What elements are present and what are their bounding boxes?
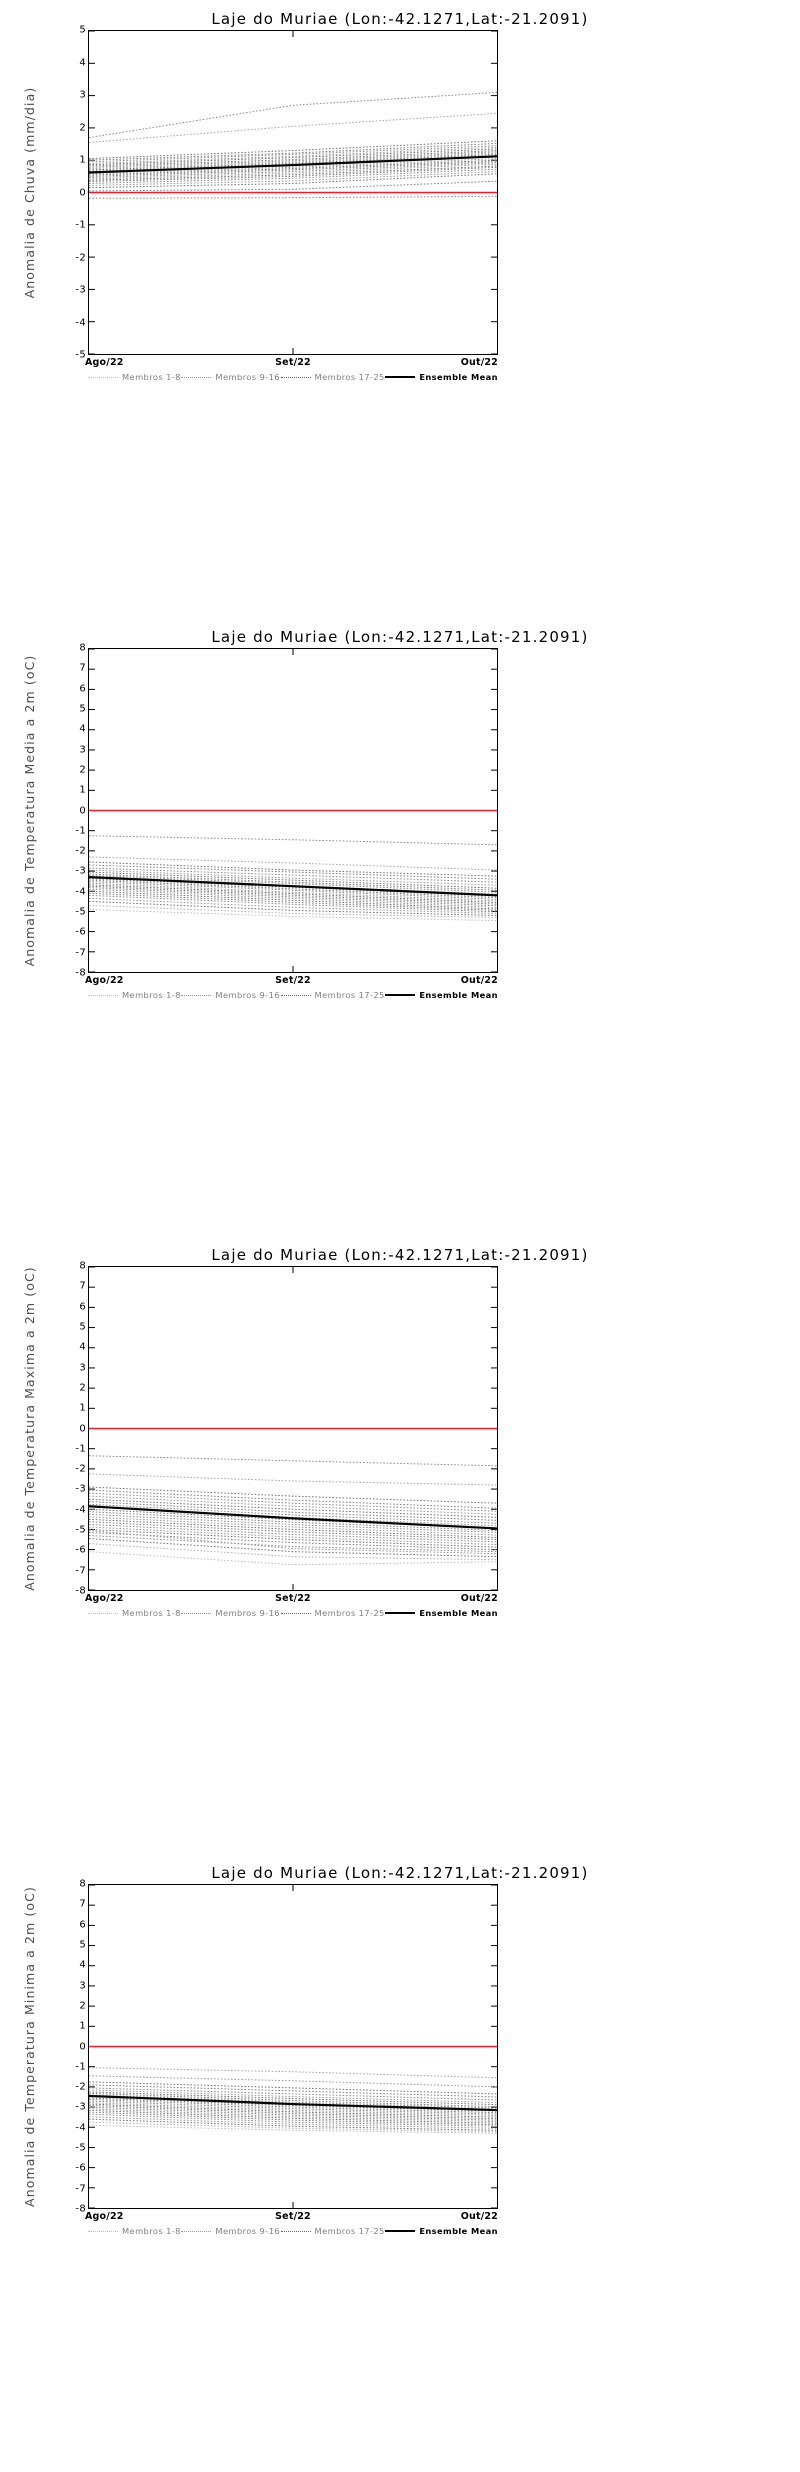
x-tick-label: Set/22 <box>275 2211 311 2222</box>
series-line <box>89 92 497 137</box>
legend-swatch-icon <box>385 994 415 996</box>
y-tick-label: -6 <box>75 2162 86 2174</box>
legend-swatch-icon <box>88 377 118 378</box>
y-tick-label: 1 <box>79 2020 86 2032</box>
y-tick-label: 5 <box>79 24 86 36</box>
y-tick-label: -8 <box>75 2203 86 2215</box>
legend-swatch-icon <box>88 2231 118 2232</box>
y-tick-label: 2 <box>79 2000 86 2012</box>
legend-item[interactable] <box>281 1608 385 1618</box>
legend-swatch-icon <box>281 377 311 378</box>
legend-label: Membros 1-8 <box>122 990 181 1000</box>
legend-swatch-icon <box>281 995 311 996</box>
y-tick-label: -4 <box>75 886 86 898</box>
legend-swatch-icon <box>181 1613 211 1614</box>
y-tick-label: -5 <box>75 2142 86 2154</box>
x-tick-label: Set/22 <box>275 975 311 986</box>
legend-swatch-icon <box>88 995 118 996</box>
legend-item[interactable] <box>385 372 498 382</box>
y-tick-label: -1 <box>75 2061 86 2073</box>
legend-label: Membros 17-25 <box>314 372 385 382</box>
y-tick-label: 4 <box>79 1341 86 1353</box>
x-tick-label: Out/22 <box>460 2211 498 2222</box>
y-tick-label: 3 <box>79 1362 86 1374</box>
legend-label: Membros 1-8 <box>122 372 181 382</box>
y-tick-label: 2 <box>79 122 86 133</box>
y-tick-label: 7 <box>79 662 86 674</box>
y-tick-label: -8 <box>75 1585 86 1597</box>
legend-item[interactable] <box>281 990 385 1000</box>
y-tick-label: 3 <box>79 89 86 101</box>
y-axis-ticks <box>0 24 86 361</box>
legend-item[interactable] <box>181 990 280 1000</box>
chart-title: Laje do Muriae (Lon:-42.1271,Lat:-21.2091) <box>211 1246 589 1264</box>
y-tick-label: -8 <box>75 967 86 979</box>
legend-label: Ensemble Mean <box>419 372 498 382</box>
plot-area <box>88 30 498 355</box>
y-tick-label: 1 <box>79 1402 86 1414</box>
x-tick-label: Set/22 <box>275 1593 311 1604</box>
y-tick-label: 2 <box>79 764 86 776</box>
chart-panel-1 <box>0 0 800 618</box>
legend-item[interactable] <box>88 1608 181 1618</box>
y-tick-label: -3 <box>75 865 86 877</box>
y-tick-label: 4 <box>79 723 86 735</box>
legend-item[interactable] <box>385 2226 498 2236</box>
legend-item[interactable] <box>181 372 280 382</box>
y-tick-label: -4 <box>75 317 86 328</box>
legend-swatch-icon <box>281 2231 311 2232</box>
y-tick-label: 6 <box>79 1301 86 1313</box>
legend-label: Membros 1-8 <box>122 2226 181 2236</box>
legend-label: Membros 17-25 <box>314 2226 385 2236</box>
series-line <box>89 1504 497 1523</box>
chart-title: Laje do Muriae (Lon:-42.1271,Lat:-21.2091) <box>211 628 589 646</box>
chart-panel-3 <box>0 1236 800 1854</box>
x-tick-label: Ago/22 <box>85 1593 124 1604</box>
series-line <box>89 2076 497 2087</box>
legend-label: Membros 9-16 <box>215 1608 280 1618</box>
x-tick-label: Out/22 <box>460 1593 498 1604</box>
x-tick-label: Set/22 <box>275 357 311 368</box>
legend-label: Membros 9-16 <box>215 990 280 1000</box>
y-tick-label: 1 <box>79 784 86 796</box>
y-tick-label: 5 <box>79 1321 86 1333</box>
legend-swatch-icon <box>181 995 211 996</box>
y-tick-label: 0 <box>79 805 86 816</box>
chart-title: Laje do Muriae (Lon:-42.1271,Lat:-21.2091) <box>211 10 589 28</box>
series-line <box>89 909 497 920</box>
y-axis-ticks <box>0 642 86 979</box>
legend-item[interactable] <box>281 372 385 382</box>
y-tick-label: 7 <box>79 1280 86 1292</box>
chart-panel-2 <box>0 618 800 1236</box>
series-line <box>89 1552 497 1565</box>
y-tick-label: -2 <box>75 252 86 263</box>
y-tick-label: -1 <box>75 219 86 231</box>
y-tick-label: 2 <box>79 1382 86 1394</box>
x-tick-label: Ago/22 <box>85 357 124 368</box>
y-tick-label: 6 <box>79 683 86 695</box>
y-tick-label: -5 <box>75 906 86 918</box>
chart-legend <box>88 1608 498 1618</box>
legend-label: Ensemble Mean <box>419 990 498 1000</box>
y-tick-label: 3 <box>79 744 86 756</box>
y-tick-label: 0 <box>79 1423 86 1434</box>
x-tick-label: Out/22 <box>460 975 498 986</box>
y-axis-label: Anomalia de Temperatura Media a 2m (oC) <box>22 654 37 967</box>
x-tick-label: Out/22 <box>460 357 498 368</box>
y-tick-label: 5 <box>79 1939 86 1951</box>
x-tick-label: Ago/22 <box>85 975 124 986</box>
y-tick-label: -2 <box>75 2081 86 2093</box>
series-line <box>89 196 497 198</box>
legend-label: Membros 9-16 <box>215 372 280 382</box>
series-line <box>89 1456 497 1466</box>
chart-title: Laje do Muriae (Lon:-42.1271,Lat:-21.2091) <box>211 1864 589 1882</box>
series-line <box>89 857 497 870</box>
y-tick-label: -6 <box>75 1544 86 1556</box>
plot-area <box>88 1266 498 1591</box>
legend-item[interactable] <box>181 1608 280 1618</box>
y-tick-label: -3 <box>75 1483 86 1495</box>
y-tick-label: -7 <box>75 947 86 959</box>
y-axis-label: Anomalia de Temperatura Maxima a 2m (oC) <box>22 1266 37 1591</box>
series-line <box>89 2068 497 2078</box>
y-tick-label: -6 <box>75 926 86 938</box>
y-tick-label: -5 <box>75 349 86 361</box>
series-line <box>89 1535 497 1551</box>
y-tick-label: 8 <box>79 642 86 654</box>
y-tick-label: 0 <box>79 187 86 198</box>
y-tick-label: -1 <box>75 825 86 837</box>
legend-swatch-icon <box>181 377 211 378</box>
y-tick-label: -3 <box>75 284 86 296</box>
plot-area <box>88 648 498 973</box>
y-tick-label: 0 <box>79 2041 86 2052</box>
series-line <box>89 895 497 912</box>
y-tick-label: 7 <box>79 1898 86 1910</box>
legend-swatch-icon <box>385 376 415 378</box>
legend-item[interactable] <box>385 1608 498 1618</box>
legend-item[interactable] <box>88 372 181 382</box>
legend-item[interactable] <box>88 990 181 1000</box>
y-tick-label: 4 <box>79 57 86 68</box>
y-tick-label: -4 <box>75 2122 86 2134</box>
legend-label: Ensemble Mean <box>419 1608 498 1618</box>
series-line <box>89 1474 497 1485</box>
y-axis-ticks <box>0 1260 86 1597</box>
y-tick-label: -1 <box>75 1443 86 1455</box>
chart-legend <box>88 2226 498 2236</box>
y-tick-label: -4 <box>75 1504 86 1516</box>
y-tick-label: 5 <box>79 703 86 715</box>
y-tick-label: -3 <box>75 2101 86 2113</box>
y-tick-label: 8 <box>79 1878 86 1890</box>
legend-label: Membros 17-25 <box>314 1608 385 1618</box>
y-tick-label: 3 <box>79 1980 86 1992</box>
y-tick-label: -7 <box>75 2183 86 2195</box>
y-axis-ticks <box>0 1878 86 2215</box>
legend-swatch-icon <box>385 2230 415 2232</box>
y-tick-label: 1 <box>79 154 86 166</box>
legend-swatch-icon <box>88 1613 118 1614</box>
legend-swatch-icon <box>181 2231 211 2232</box>
legend-label: Membros 1-8 <box>122 1608 181 1618</box>
legend-label: Ensemble Mean <box>419 2226 498 2236</box>
chart-panel-4 <box>0 1854 800 2472</box>
y-tick-label: -7 <box>75 1565 86 1577</box>
x-tick-label: Ago/22 <box>85 2211 124 2222</box>
y-tick-label: -5 <box>75 1524 86 1536</box>
legend-item[interactable] <box>88 2226 181 2236</box>
series-line <box>89 862 497 876</box>
chart-legend <box>88 372 498 382</box>
y-axis-label: Anomalia de Temperatura Minima a 2m (oC) <box>22 1886 37 2207</box>
y-tick-label: 4 <box>79 1959 86 1971</box>
y-tick-label: 8 <box>79 1260 86 1272</box>
legend-item[interactable] <box>281 2226 385 2236</box>
series-line <box>89 1487 497 1503</box>
plot-area <box>88 1884 498 2209</box>
series-line <box>89 836 497 845</box>
legend-swatch-icon <box>281 1613 311 1614</box>
legend-label: Membros 9-16 <box>215 2226 280 2236</box>
legend-item[interactable] <box>181 2226 280 2236</box>
chart-legend <box>88 990 498 1000</box>
y-tick-label: -2 <box>75 1463 86 1475</box>
legend-item[interactable] <box>385 990 498 1000</box>
legend-label: Membros 17-25 <box>314 990 385 1000</box>
y-tick-label: -2 <box>75 845 86 857</box>
y-tick-label: 6 <box>79 1919 86 1931</box>
y-axis-label: Anomalia de Chuva (mm/dia) <box>22 86 37 299</box>
legend-swatch-icon <box>385 1612 415 1614</box>
